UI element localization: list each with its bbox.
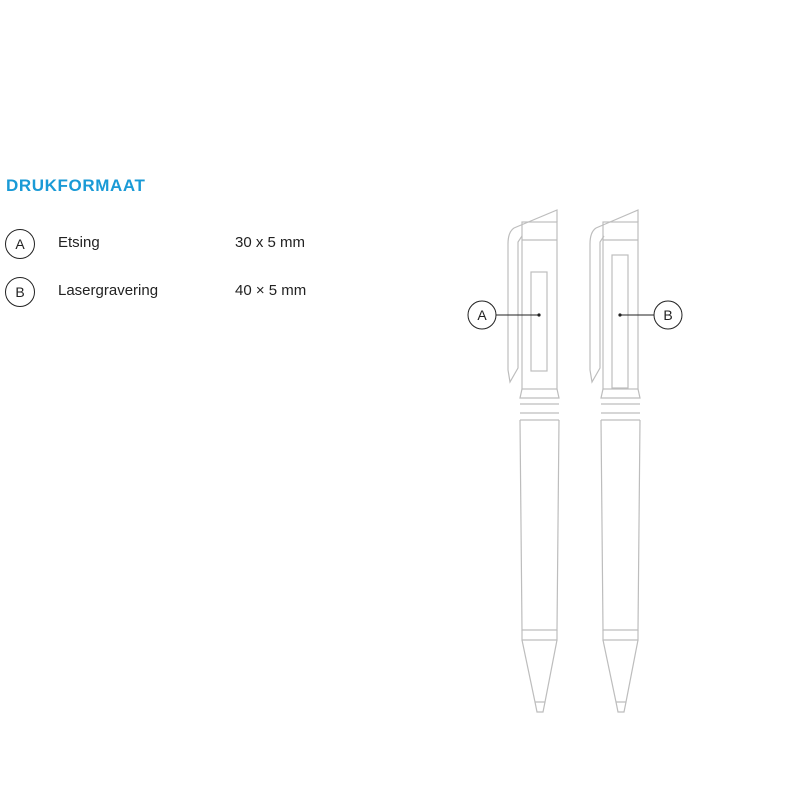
- pen-left: [508, 210, 559, 712]
- pen-left-clip: [508, 210, 557, 382]
- method-b-size: 40 × 5 mm: [235, 282, 307, 299]
- pen-right-clip: [590, 210, 638, 382]
- pen-left-cap: [522, 222, 557, 389]
- callout-a: [468, 301, 541, 329]
- callout-b-label: B: [663, 307, 673, 323]
- method-a-name: Etsing: [58, 234, 100, 251]
- callout-a-label: A: [477, 307, 487, 323]
- pen-right-cap: [603, 222, 638, 389]
- method-a-badge: A: [5, 229, 35, 259]
- print-format-title: DRUKFORMAAT: [6, 176, 146, 195]
- method-b-name: Lasergravering: [58, 282, 159, 299]
- pen-right-barrel: [601, 420, 640, 630]
- pen-right-print-area: [612, 255, 628, 388]
- method-a-size: 30 x 5 mm: [235, 234, 306, 251]
- method-b-badge: B: [5, 277, 35, 307]
- pen-left-barrel: [520, 420, 559, 630]
- pen-left-print-area: [531, 272, 547, 371]
- pen-right: [590, 210, 640, 712]
- pen-left-tip: [522, 640, 557, 702]
- pen-right-tip: [603, 640, 638, 702]
